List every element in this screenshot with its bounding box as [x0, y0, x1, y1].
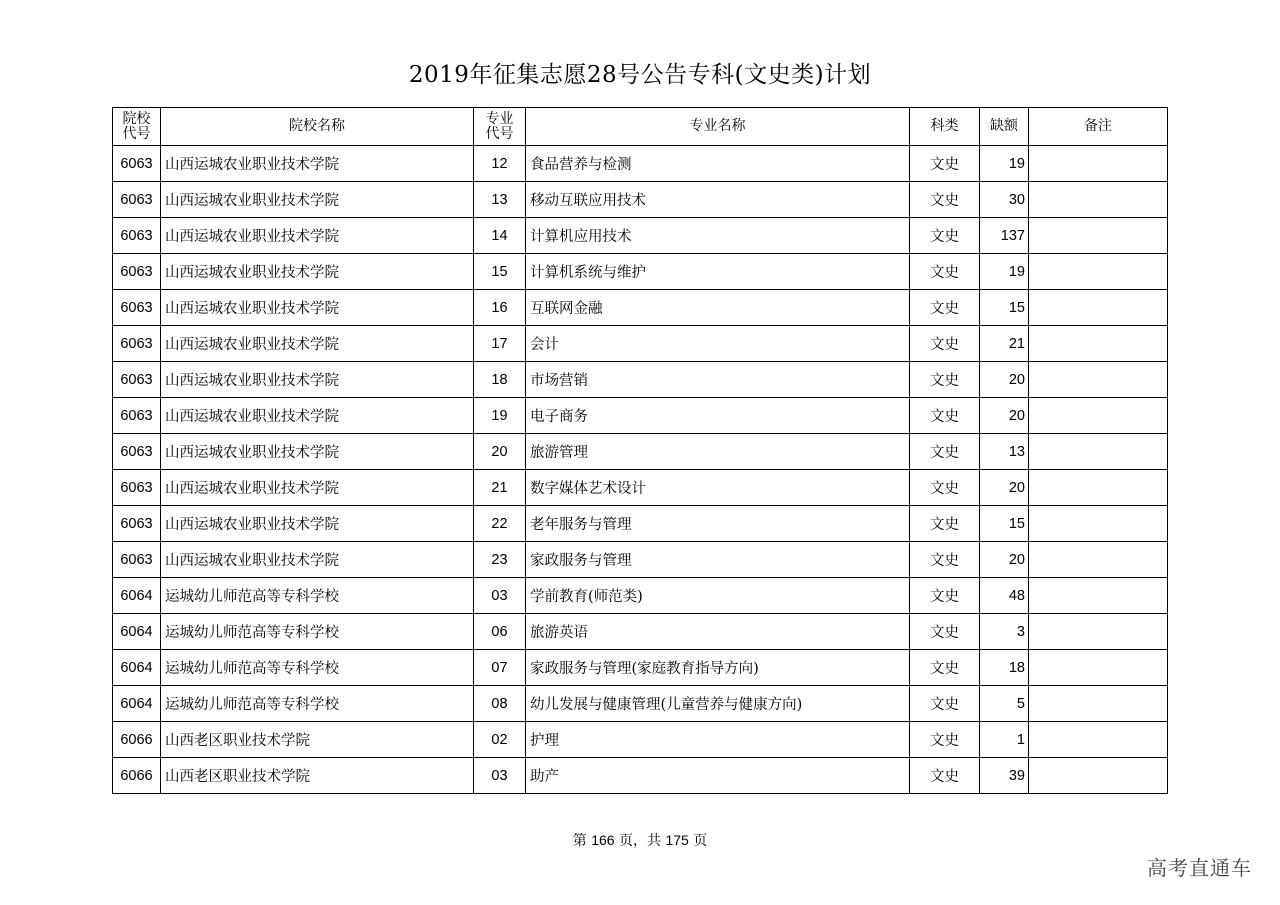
cell-remark — [1029, 614, 1168, 650]
cell-remark — [1029, 686, 1168, 722]
header-major-code-label: 专业 代号 — [485, 110, 514, 142]
cell-remark — [1029, 290, 1168, 326]
cell-school-code: 6064 — [113, 614, 161, 650]
cell-major-code: 20 — [474, 434, 526, 470]
cell-major-code: 03 — [474, 758, 526, 794]
header-school-code-label: 院校 代号 — [122, 110, 151, 142]
cell-major-code: 18 — [474, 362, 526, 398]
cell-major-code: 14 — [474, 218, 526, 254]
cell-major-name: 助产 — [526, 758, 910, 794]
header-school-name: 院校名称 — [161, 108, 474, 146]
cell-school-code: 6064 — [113, 650, 161, 686]
cell-vacancy: 18 — [980, 650, 1029, 686]
cell-category: 文史 — [910, 686, 980, 722]
footer-prefix: 第 — [572, 833, 592, 849]
cell-major-code: 15 — [474, 254, 526, 290]
cell-vacancy: 21 — [980, 326, 1029, 362]
cell-school-name: 山西运城农业职业技术学院 — [161, 290, 474, 326]
cell-major-code: 03 — [474, 578, 526, 614]
cell-major-code: 19 — [474, 398, 526, 434]
cell-vacancy: 20 — [980, 542, 1029, 578]
cell-school-name: 山西运城农业职业技术学院 — [161, 542, 474, 578]
cell-vacancy: 137 — [980, 218, 1029, 254]
cell-category: 文史 — [910, 254, 980, 290]
cell-major-name: 食品营养与检测 — [526, 146, 910, 182]
footer-suffix: 页 — [688, 833, 708, 849]
footer-total-pages: 175 — [665, 832, 689, 848]
cell-major-code: 22 — [474, 506, 526, 542]
table-row — [113, 290, 1168, 326]
header-major-code — [474, 108, 526, 146]
cell-school-name: 山西运城农业职业技术学院 — [161, 146, 474, 182]
cell-category: 文史 — [910, 722, 980, 758]
cell-vacancy: 19 — [980, 146, 1029, 182]
table-body — [113, 146, 1168, 794]
table-row — [113, 686, 1168, 722]
table-row — [113, 362, 1168, 398]
cell-school-name: 运城幼儿师范高等专科学校 — [161, 578, 474, 614]
page-footer — [0, 830, 1280, 850]
cell-remark — [1029, 542, 1168, 578]
table-row — [113, 722, 1168, 758]
footer-middle: 页，共 — [614, 833, 666, 849]
header-remark: 备注 — [1029, 108, 1168, 146]
cell-school-code: 6066 — [113, 722, 161, 758]
cell-remark — [1029, 434, 1168, 470]
cell-vacancy: 20 — [980, 470, 1029, 506]
cell-category: 文史 — [910, 650, 980, 686]
cell-school-code: 6063 — [113, 470, 161, 506]
cell-vacancy: 30 — [980, 182, 1029, 218]
cell-remark — [1029, 182, 1168, 218]
cell-school-code: 6064 — [113, 686, 161, 722]
cell-major-name: 学前教育(师范类) — [526, 578, 910, 614]
cell-school-name: 山西运城农业职业技术学院 — [161, 398, 474, 434]
header-category: 科类 — [910, 108, 980, 146]
cell-school-name: 运城幼儿师范高等专科学校 — [161, 650, 474, 686]
cell-category: 文史 — [910, 614, 980, 650]
cell-school-code: 6063 — [113, 146, 161, 182]
cell-school-name: 运城幼儿师范高等专科学校 — [161, 614, 474, 650]
cell-school-name: 山西老区职业技术学院 — [161, 722, 474, 758]
cell-remark — [1029, 758, 1168, 794]
footer-page-number: 166 — [591, 832, 615, 848]
cell-major-name: 护理 — [526, 722, 910, 758]
cell-vacancy: 1 — [980, 722, 1029, 758]
cell-major-code: 07 — [474, 650, 526, 686]
cell-school-code: 6063 — [113, 506, 161, 542]
cell-major-name: 计算机应用技术 — [526, 218, 910, 254]
header-row — [113, 108, 1168, 146]
plan-table — [112, 107, 1168, 794]
cell-major-code: 16 — [474, 290, 526, 326]
table-row — [113, 542, 1168, 578]
cell-category: 文史 — [910, 146, 980, 182]
table-row — [113, 398, 1168, 434]
cell-category: 文史 — [910, 578, 980, 614]
cell-school-name: 山西老区职业技术学院 — [161, 758, 474, 794]
table-row — [113, 758, 1168, 794]
cell-category: 文史 — [910, 470, 980, 506]
cell-school-name: 山西运城农业职业技术学院 — [161, 434, 474, 470]
cell-remark — [1029, 218, 1168, 254]
cell-major-code: 06 — [474, 614, 526, 650]
cell-school-name: 山西运城农业职业技术学院 — [161, 506, 474, 542]
cell-vacancy: 20 — [980, 362, 1029, 398]
cell-major-name: 互联网金融 — [526, 290, 910, 326]
cell-category: 文史 — [910, 290, 980, 326]
cell-category: 文史 — [910, 398, 980, 434]
header-school-code — [113, 108, 161, 146]
cell-school-code: 6064 — [113, 578, 161, 614]
cell-major-name: 移动互联应用技术 — [526, 182, 910, 218]
cell-category: 文史 — [910, 182, 980, 218]
cell-major-name: 数字媒体艺术设计 — [526, 470, 910, 506]
cell-school-code: 6066 — [113, 758, 161, 794]
header-vacancy: 缺额 — [980, 108, 1029, 146]
cell-major-name: 旅游英语 — [526, 614, 910, 650]
table-row — [113, 326, 1168, 362]
cell-school-name: 山西运城农业职业技术学院 — [161, 470, 474, 506]
table-row — [113, 182, 1168, 218]
cell-major-name: 电子商务 — [526, 398, 910, 434]
cell-vacancy: 48 — [980, 578, 1029, 614]
table-row — [113, 218, 1168, 254]
table-row — [113, 578, 1168, 614]
cell-vacancy: 20 — [980, 398, 1029, 434]
cell-vacancy: 13 — [980, 434, 1029, 470]
table-row — [113, 650, 1168, 686]
cell-vacancy: 3 — [980, 614, 1029, 650]
cell-category: 文史 — [910, 218, 980, 254]
cell-category: 文史 — [910, 362, 980, 398]
cell-school-name: 运城幼儿师范高等专科学校 — [161, 686, 474, 722]
cell-category: 文史 — [910, 542, 980, 578]
page-title: 2019年征集志愿28号公告专科(文史类)计划 — [408, 62, 872, 88]
cell-school-name: 山西运城农业职业技术学院 — [161, 218, 474, 254]
table-row — [113, 146, 1168, 182]
cell-major-code: 02 — [474, 722, 526, 758]
cell-major-name: 幼儿发展与健康管理(儿童营养与健康方向) — [526, 686, 910, 722]
cell-remark — [1029, 650, 1168, 686]
cell-category: 文史 — [910, 758, 980, 794]
cell-school-name: 山西运城农业职业技术学院 — [161, 326, 474, 362]
cell-major-code: 23 — [474, 542, 526, 578]
header-major-name: 专业名称 — [526, 108, 910, 146]
cell-vacancy: 15 — [980, 290, 1029, 326]
cell-major-name: 市场营销 — [526, 362, 910, 398]
cell-remark — [1029, 506, 1168, 542]
table-row — [113, 614, 1168, 650]
cell-vacancy: 39 — [980, 758, 1029, 794]
cell-vacancy: 19 — [980, 254, 1029, 290]
cell-school-name: 山西运城农业职业技术学院 — [161, 182, 474, 218]
cell-major-name: 老年服务与管理 — [526, 506, 910, 542]
cell-major-name: 家政服务与管理 — [526, 542, 910, 578]
cell-major-code: 17 — [474, 326, 526, 362]
cell-category: 文史 — [910, 506, 980, 542]
watermark: 高考直通车 — [1147, 856, 1252, 880]
table-row — [113, 254, 1168, 290]
cell-remark — [1029, 470, 1168, 506]
cell-school-code: 6063 — [113, 542, 161, 578]
cell-school-code: 6063 — [113, 398, 161, 434]
cell-major-name: 旅游管理 — [526, 434, 910, 470]
cell-category: 文史 — [910, 434, 980, 470]
cell-major-code: 12 — [474, 146, 526, 182]
cell-remark — [1029, 254, 1168, 290]
cell-major-code: 21 — [474, 470, 526, 506]
cell-remark — [1029, 398, 1168, 434]
cell-remark — [1029, 722, 1168, 758]
table-row — [113, 506, 1168, 542]
cell-school-code: 6063 — [113, 182, 161, 218]
cell-major-code: 13 — [474, 182, 526, 218]
table-row — [113, 434, 1168, 470]
cell-vacancy: 15 — [980, 506, 1029, 542]
cell-remark — [1029, 362, 1168, 398]
cell-major-name: 计算机系统与维护 — [526, 254, 910, 290]
cell-school-name: 山西运城农业职业技术学院 — [161, 254, 474, 290]
cell-vacancy: 5 — [980, 686, 1029, 722]
cell-remark — [1029, 578, 1168, 614]
cell-school-code: 6063 — [113, 434, 161, 470]
cell-school-code: 6063 — [113, 254, 161, 290]
cell-category: 文史 — [910, 326, 980, 362]
cell-remark — [1029, 146, 1168, 182]
cell-school-code: 6063 — [113, 290, 161, 326]
cell-major-name: 家政服务与管理(家庭教育指导方向) — [526, 650, 910, 686]
cell-school-code: 6063 — [113, 218, 161, 254]
cell-major-name: 会计 — [526, 326, 910, 362]
table-row — [113, 470, 1168, 506]
cell-school-code: 6063 — [113, 326, 161, 362]
cell-school-name: 山西运城农业职业技术学院 — [161, 362, 474, 398]
cell-school-code: 6063 — [113, 362, 161, 398]
cell-major-code: 08 — [474, 686, 526, 722]
cell-remark — [1029, 326, 1168, 362]
